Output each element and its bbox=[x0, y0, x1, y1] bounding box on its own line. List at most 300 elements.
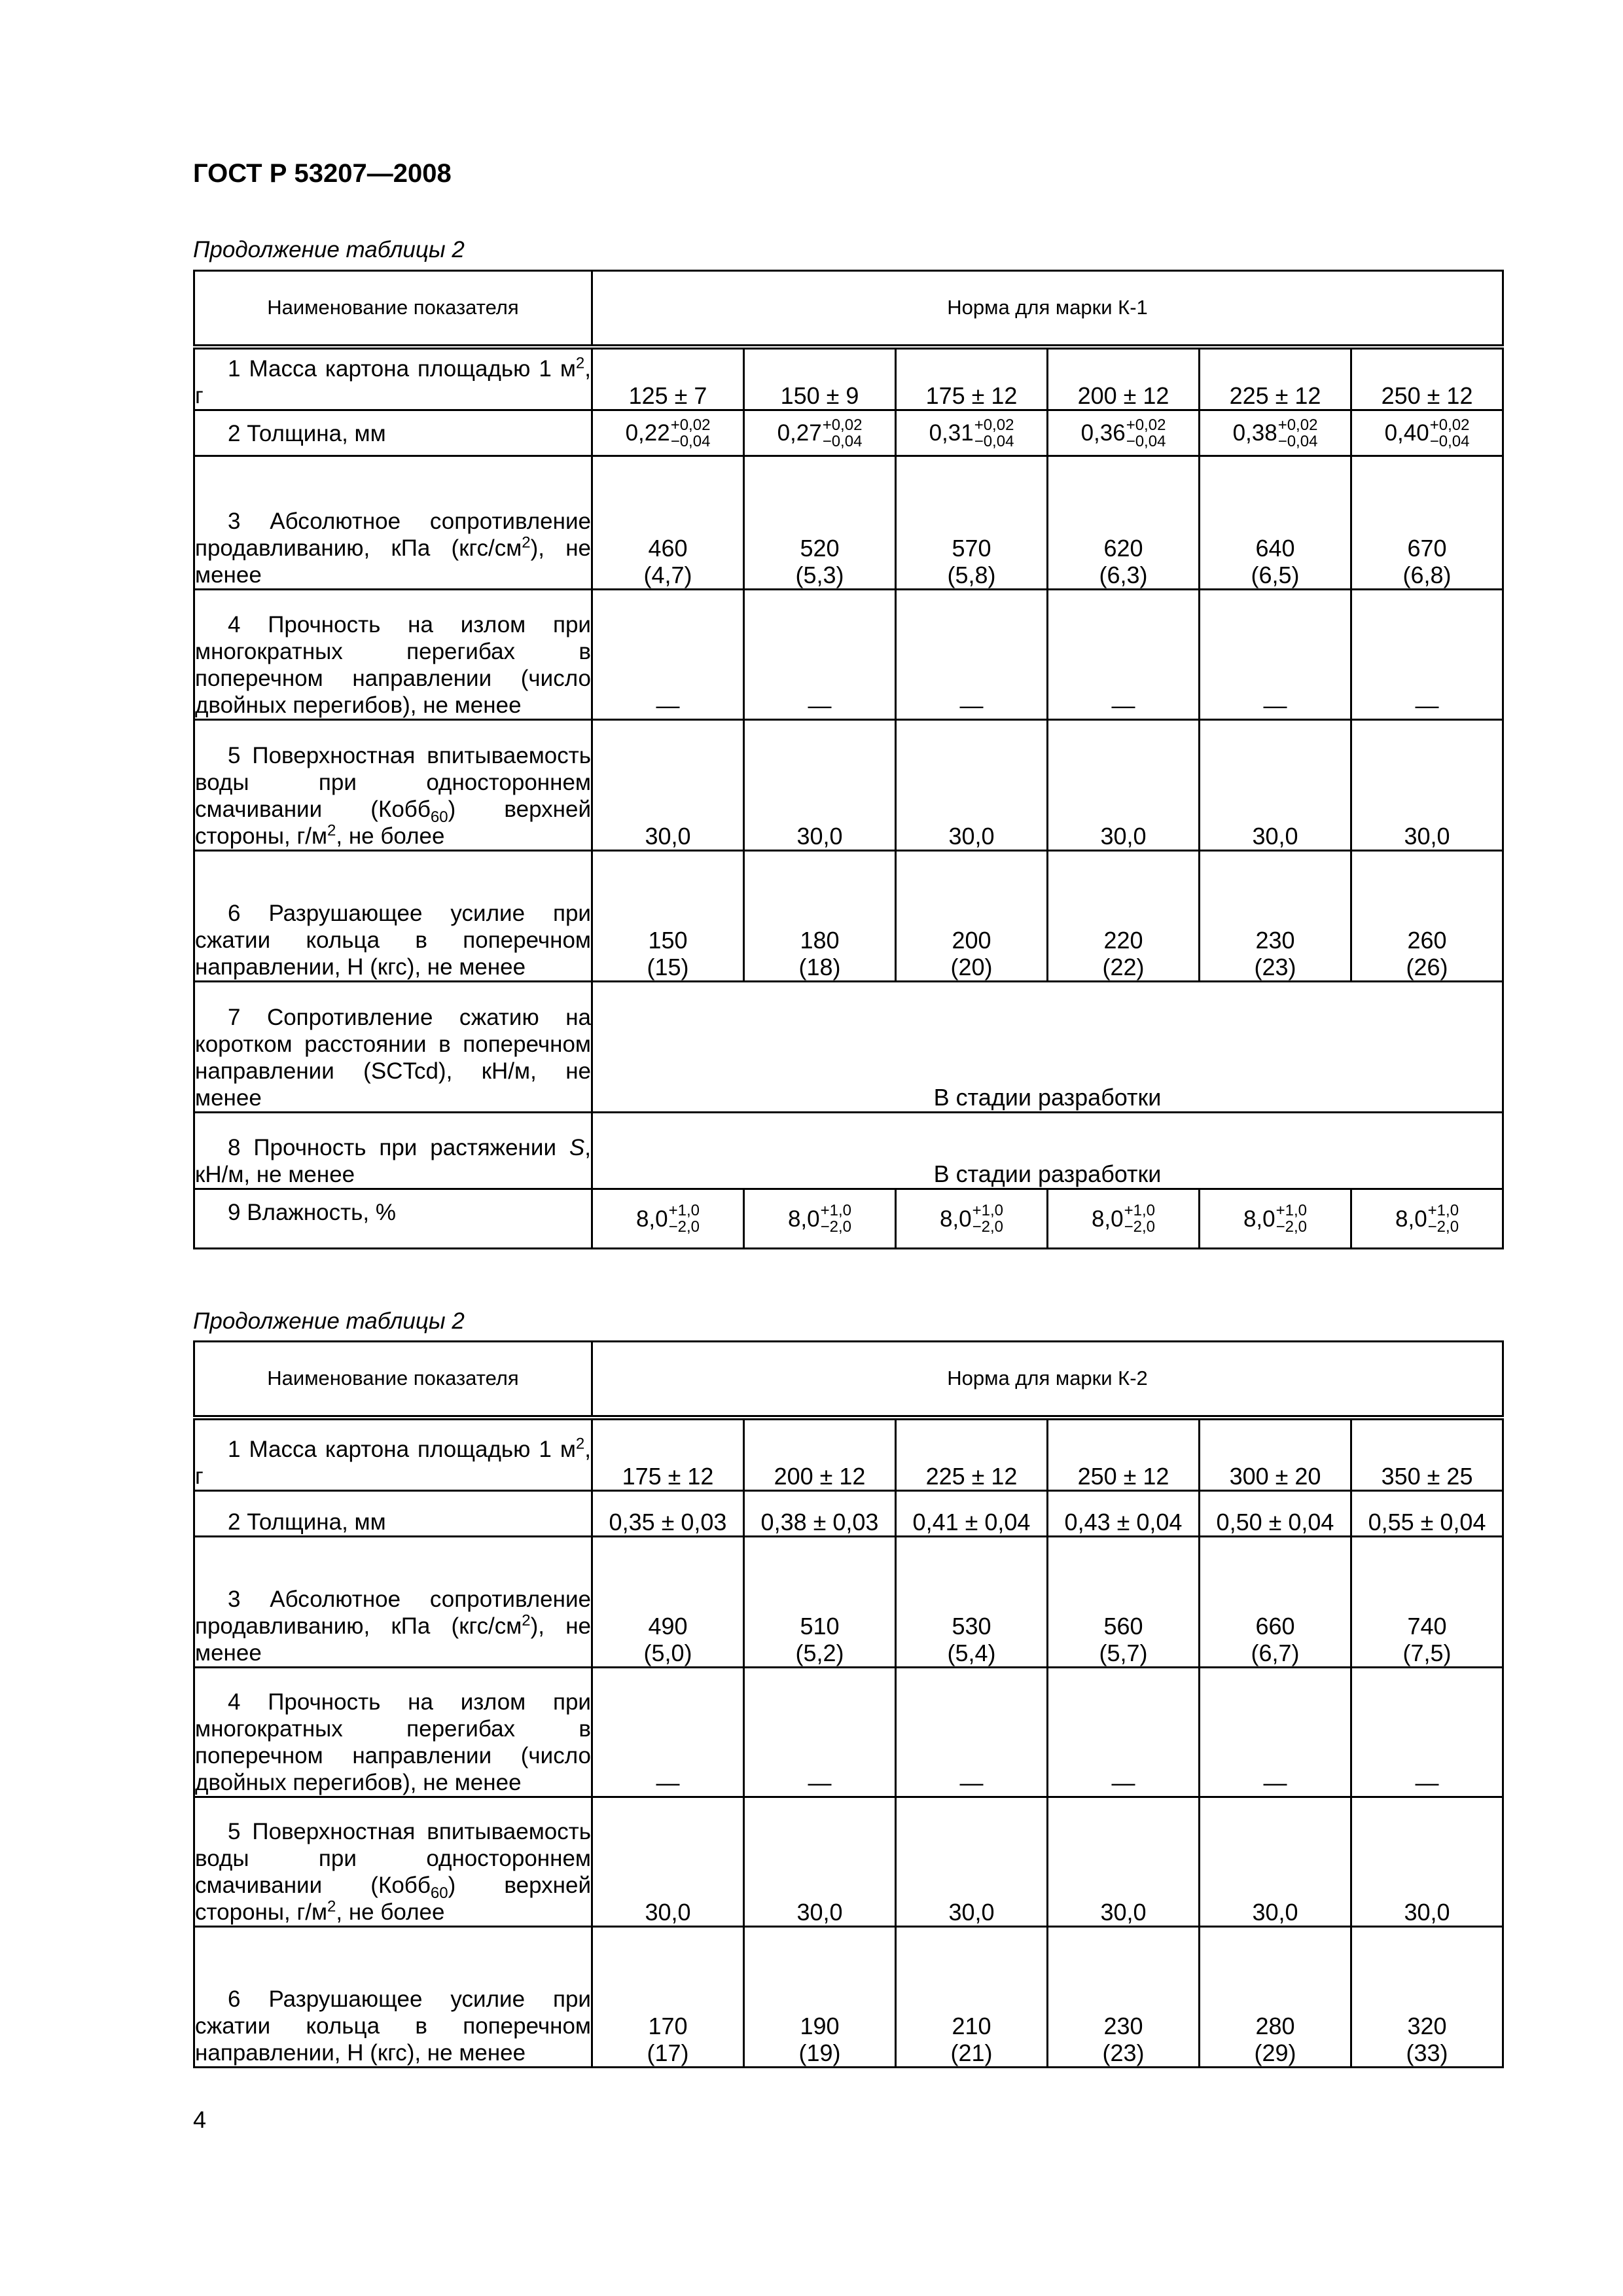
value-cell bbox=[1200, 1418, 1351, 1491]
row-label-part: ), не менее bbox=[195, 1613, 591, 1666]
value-primary: — bbox=[808, 692, 832, 719]
row-label-cell bbox=[194, 590, 592, 720]
tolerance-lower: −2,0 bbox=[668, 1218, 700, 1236]
value-secondary: (5,0) bbox=[643, 1640, 692, 1666]
value-cell bbox=[896, 1668, 1048, 1797]
value-primary: 280 bbox=[1255, 2013, 1295, 2039]
tolerance-base: 0,31 bbox=[929, 420, 974, 446]
row-label-part: ), не менее bbox=[195, 535, 591, 588]
value-cell bbox=[744, 1418, 896, 1491]
row-label-part: 8 Прочность при растяжении bbox=[228, 1135, 569, 1160]
table-caption: Продолжение таблицы 2 bbox=[193, 1308, 465, 1334]
value-cell bbox=[896, 1537, 1048, 1668]
value-cell bbox=[744, 851, 896, 982]
value-cell bbox=[1200, 456, 1351, 590]
value-cell bbox=[896, 1418, 1048, 1491]
norm-table-k2 bbox=[193, 1340, 1504, 2068]
value-cell bbox=[744, 1668, 896, 1797]
value-cell bbox=[1351, 1797, 1503, 1927]
row-label-cell bbox=[194, 410, 592, 456]
value-secondary: (7,5) bbox=[1402, 1640, 1452, 1666]
row-label-part: 2 bbox=[575, 354, 585, 372]
value-cell bbox=[592, 1668, 744, 1797]
value-cell bbox=[1048, 1491, 1200, 1537]
tolerance-lower: −0,04 bbox=[1277, 432, 1318, 450]
tolerance-value bbox=[1081, 417, 1166, 450]
value-primary: 225 ± 12 bbox=[925, 1463, 1018, 1490]
table-row bbox=[194, 1491, 1503, 1537]
value-cell bbox=[1048, 1927, 1200, 2068]
row-label-part: , г bbox=[195, 1437, 591, 1489]
tolerance-value bbox=[777, 417, 863, 450]
value-primary: 180 bbox=[800, 927, 840, 954]
value-primary: 190 bbox=[800, 2013, 840, 2039]
value-cell bbox=[896, 1797, 1048, 1927]
value-secondary: (5,3) bbox=[795, 562, 844, 588]
value-primary: 30,0 bbox=[796, 823, 843, 850]
value-primary: 30,0 bbox=[948, 823, 995, 850]
value-secondary: (6,8) bbox=[1402, 562, 1452, 588]
header-norm: Норма для марки К-1 bbox=[592, 271, 1503, 347]
row-label: 4 Прочность на излом при многократных перегибах в поперечном направлении (число двойных перегибов), не менее bbox=[195, 612, 591, 718]
value-secondary: (4,7) bbox=[643, 562, 692, 588]
value-cell bbox=[896, 456, 1048, 590]
table-header-row bbox=[194, 1342, 1503, 1418]
value-cell bbox=[1200, 1537, 1351, 1668]
value-primary: 30,0 bbox=[1252, 823, 1298, 850]
value-cell bbox=[744, 1491, 896, 1537]
value-primary: 175 ± 12 bbox=[622, 1463, 714, 1490]
value-cell bbox=[1200, 1797, 1351, 1927]
tolerance-upper: +0,02 bbox=[822, 416, 863, 434]
value-cell bbox=[1048, 1189, 1200, 1249]
tolerance-value bbox=[929, 417, 1014, 450]
value-primary: 260 bbox=[1407, 927, 1447, 954]
row-label-cell bbox=[194, 982, 592, 1113]
row-span-value: В стадии разработки bbox=[592, 982, 1503, 1113]
table-row bbox=[194, 851, 1503, 982]
table-row bbox=[194, 720, 1503, 851]
value-cell bbox=[1200, 1189, 1351, 1249]
row-label-part: 2 bbox=[327, 821, 336, 840]
value-primary: 30,0 bbox=[1404, 1899, 1450, 1926]
row-label-cell bbox=[194, 456, 592, 590]
tolerance-upper: +0,02 bbox=[974, 416, 1014, 434]
value-secondary: (5,4) bbox=[947, 1640, 996, 1666]
value-primary: 200 ± 12 bbox=[774, 1463, 866, 1490]
row-label-part: 60 bbox=[430, 808, 448, 826]
table-caption: Продолжение таблицы 2 bbox=[193, 237, 465, 262]
value-cell bbox=[1200, 851, 1351, 982]
tolerance-value bbox=[1092, 1202, 1155, 1235]
value-primary: — bbox=[1263, 692, 1287, 719]
tolerance-lower: −0,04 bbox=[822, 432, 863, 450]
row-label-cell bbox=[194, 1113, 592, 1189]
value-cell bbox=[1351, 1418, 1503, 1491]
row-label-cell bbox=[194, 347, 592, 410]
value-secondary: (22) bbox=[1102, 954, 1145, 980]
table-row bbox=[194, 1797, 1503, 1927]
value-primary: 350 ± 25 bbox=[1381, 1463, 1473, 1490]
value-cell bbox=[1351, 590, 1503, 720]
value-cell bbox=[744, 1797, 896, 1927]
row-label: 2 Толщина, мм bbox=[228, 421, 386, 446]
tolerance-upper: +0,02 bbox=[1429, 416, 1470, 434]
value-cell bbox=[1351, 1668, 1503, 1797]
value-secondary: (33) bbox=[1406, 2039, 1448, 2066]
table-row bbox=[194, 590, 1503, 720]
tolerance-base: 0,22 bbox=[625, 420, 670, 446]
tolerance-value bbox=[636, 1202, 700, 1235]
value-cell bbox=[1048, 1797, 1200, 1927]
value-primary: 230 bbox=[1255, 927, 1295, 954]
tolerance-base: 8,0 bbox=[1395, 1206, 1427, 1232]
value-cell bbox=[896, 590, 1048, 720]
value-cell bbox=[744, 456, 896, 590]
tolerance-deviations bbox=[823, 417, 863, 450]
table-row bbox=[194, 982, 1503, 1113]
value-cell bbox=[592, 1491, 744, 1537]
value-cell bbox=[896, 851, 1048, 982]
value-cell bbox=[1048, 1418, 1200, 1491]
page-number: 4 bbox=[193, 2106, 207, 2133]
value-primary: — bbox=[959, 692, 984, 719]
row-label-part: 2 bbox=[575, 1435, 585, 1453]
value-primary: 0,41 ± 0,04 bbox=[912, 1509, 1031, 1535]
row-label-cell bbox=[194, 1418, 592, 1491]
row-label: 9 Влажность, % bbox=[228, 1200, 396, 1225]
value-cell bbox=[1200, 1668, 1351, 1797]
value-primary: 150 ± 9 bbox=[780, 382, 859, 409]
row-label-part: 60 bbox=[430, 1884, 448, 1902]
value-cell bbox=[896, 1189, 1048, 1249]
row-label-cell bbox=[194, 1927, 592, 2068]
value-primary: 0,50 ± 0,04 bbox=[1216, 1509, 1334, 1535]
value-primary: — bbox=[1111, 692, 1135, 719]
table-row bbox=[194, 1113, 1503, 1189]
tolerance-lower: −0,04 bbox=[974, 432, 1014, 450]
table-row bbox=[194, 410, 1503, 456]
tolerance-value bbox=[1385, 417, 1470, 450]
value-cell bbox=[1048, 410, 1200, 456]
tolerance-value bbox=[1243, 1202, 1307, 1235]
value-primary: 640 bbox=[1255, 535, 1295, 562]
table-row bbox=[194, 347, 1503, 410]
tolerance-upper: +0,02 bbox=[1126, 416, 1166, 434]
value-primary: 200 ± 12 bbox=[1077, 382, 1169, 409]
table-row bbox=[194, 1189, 1503, 1249]
value-cell bbox=[744, 1189, 896, 1249]
row-label-cell bbox=[194, 851, 592, 982]
value-primary: 670 bbox=[1407, 535, 1447, 562]
value-primary: 250 ± 12 bbox=[1077, 1463, 1169, 1490]
value-secondary: (19) bbox=[798, 2039, 841, 2066]
value-primary: 0,55 ± 0,04 bbox=[1368, 1509, 1486, 1535]
value-cell bbox=[592, 590, 744, 720]
value-primary: 30,0 bbox=[1100, 823, 1147, 850]
value-secondary: (26) bbox=[1406, 954, 1448, 980]
value-cell bbox=[744, 1537, 896, 1668]
value-primary: 490 bbox=[648, 1613, 688, 1640]
row-label-part: S bbox=[569, 1135, 585, 1160]
value-primary: 30,0 bbox=[1404, 823, 1450, 850]
row-label-part: , кН/м, не менее bbox=[195, 1135, 591, 1187]
header-indicator: Наименование показателя bbox=[194, 271, 592, 347]
tolerance-base: 8,0 bbox=[939, 1206, 972, 1232]
document-title: ГОСТ Р 53207—2008 bbox=[193, 159, 452, 188]
value-cell bbox=[1351, 410, 1503, 456]
value-cell bbox=[592, 1927, 744, 2068]
value-secondary: (18) bbox=[798, 954, 841, 980]
value-primary: 570 bbox=[952, 535, 991, 562]
table-row bbox=[194, 1418, 1503, 1491]
value-secondary: (20) bbox=[950, 954, 993, 980]
value-secondary: (5,2) bbox=[795, 1640, 844, 1666]
row-label: 2 Толщина, мм bbox=[228, 1509, 386, 1535]
tolerance-upper: +0,02 bbox=[670, 416, 711, 434]
tolerance-value bbox=[1233, 417, 1318, 450]
value-cell bbox=[744, 347, 896, 410]
value-cell bbox=[592, 347, 744, 410]
value-primary: 0,38 ± 0,03 bbox=[760, 1509, 879, 1535]
row-label: 7 Сопротивление сжатию на коротком расстоянии в поперечном направлении (SCTcd), кН/м, не менее bbox=[195, 1005, 591, 1111]
value-cell bbox=[1351, 1927, 1503, 2068]
value-cell bbox=[592, 410, 744, 456]
value-cell bbox=[744, 1927, 896, 2068]
tolerance-lower: −2,0 bbox=[1427, 1218, 1459, 1236]
tolerance-deviations bbox=[1124, 1202, 1155, 1235]
value-primary: 0,35 ± 0,03 bbox=[609, 1509, 727, 1535]
value-primary: 30,0 bbox=[645, 823, 691, 850]
tolerance-upper: +1,0 bbox=[668, 1202, 700, 1219]
tolerance-deviations bbox=[669, 1202, 700, 1235]
value-cell bbox=[896, 720, 1048, 851]
row-label-part: 5 Поверхностная впитываемость воды при одностороннем смачивании (Кобб bbox=[195, 743, 591, 822]
tolerance-lower: −2,0 bbox=[1275, 1218, 1308, 1236]
value-cell bbox=[744, 720, 896, 851]
value-secondary: (6,3) bbox=[1099, 562, 1148, 588]
tolerance-base: 8,0 bbox=[1091, 1206, 1124, 1232]
row-label-cell bbox=[194, 1797, 592, 1927]
tolerance-value bbox=[940, 1202, 1003, 1235]
tolerance-value bbox=[788, 1202, 851, 1235]
value-cell bbox=[1048, 456, 1200, 590]
norm-table-k1 bbox=[193, 270, 1504, 1249]
tolerance-base: 8,0 bbox=[1243, 1206, 1275, 1232]
value-primary: 460 bbox=[648, 535, 688, 562]
value-primary: 30,0 bbox=[645, 1899, 691, 1926]
value-secondary: (23) bbox=[1102, 2039, 1145, 2066]
value-cell bbox=[592, 851, 744, 982]
tolerance-lower: −0,04 bbox=[1429, 432, 1470, 450]
tolerance-base: 0,36 bbox=[1080, 420, 1126, 446]
value-cell bbox=[592, 1797, 744, 1927]
table-row bbox=[194, 1668, 1503, 1797]
row-label-cell bbox=[194, 1668, 592, 1797]
value-primary: — bbox=[959, 1769, 984, 1796]
value-primary: 30,0 bbox=[948, 1899, 995, 1926]
row-label-cell bbox=[194, 1537, 592, 1668]
value-cell bbox=[896, 410, 1048, 456]
value-primary: 30,0 bbox=[1100, 1899, 1147, 1926]
value-primary: 220 bbox=[1103, 927, 1143, 954]
row-label-part: 1 Масса картона площадью 1 м bbox=[228, 356, 576, 382]
value-primary: — bbox=[1415, 1769, 1439, 1796]
row-label: 6 Разрушающее усилие при сжатии кольца в поперечном направлении, Н (кгс), не менее bbox=[195, 901, 591, 980]
header-norm: Норма для марки К-2 bbox=[592, 1342, 1503, 1418]
value-cell bbox=[1048, 347, 1200, 410]
row-label-cell bbox=[194, 720, 592, 851]
value-cell bbox=[1351, 720, 1503, 851]
value-primary: 225 ± 12 bbox=[1229, 382, 1321, 409]
tolerance-upper: +0,02 bbox=[1277, 416, 1318, 434]
value-cell bbox=[592, 1537, 744, 1668]
tolerance-lower: −2,0 bbox=[1124, 1218, 1156, 1236]
row-label-part: , не более bbox=[336, 823, 445, 849]
table-header-row bbox=[194, 271, 1503, 347]
value-cell bbox=[1351, 851, 1503, 982]
value-cell bbox=[592, 456, 744, 590]
value-primary: 150 bbox=[648, 927, 688, 954]
value-primary: 320 bbox=[1407, 2013, 1447, 2039]
value-cell bbox=[1200, 720, 1351, 851]
row-label-part: 2 bbox=[327, 1897, 336, 1916]
value-secondary: (17) bbox=[647, 2039, 689, 2066]
tolerance-upper: +1,0 bbox=[1275, 1202, 1308, 1219]
value-primary: 0,43 ± 0,04 bbox=[1064, 1509, 1183, 1535]
value-primary: 250 ± 12 bbox=[1381, 382, 1473, 409]
value-cell bbox=[592, 720, 744, 851]
value-primary: 230 bbox=[1103, 2013, 1143, 2039]
value-primary: 560 bbox=[1103, 1613, 1143, 1640]
value-cell bbox=[744, 590, 896, 720]
row-label: 4 Прочность на излом при многократных перегибах в поперечном направлении (число двойных перегибов), не менее bbox=[195, 1689, 591, 1795]
tolerance-deviations bbox=[671, 417, 711, 450]
value-primary: 210 bbox=[952, 2013, 991, 2039]
row-label-part: ) верхней стороны, г/м bbox=[195, 1873, 592, 1925]
tolerance-base: 0,27 bbox=[777, 420, 822, 446]
value-primary: 30,0 bbox=[796, 1899, 843, 1926]
tolerance-upper: +1,0 bbox=[1124, 1202, 1156, 1219]
tolerance-deviations bbox=[1428, 1202, 1459, 1235]
table-row bbox=[194, 1927, 1503, 2068]
value-secondary: (21) bbox=[950, 2039, 993, 2066]
value-cell bbox=[1048, 1668, 1200, 1797]
tolerance-deviations bbox=[1278, 417, 1318, 450]
tolerance-deviations bbox=[1430, 417, 1470, 450]
tolerance-lower: −0,04 bbox=[670, 432, 711, 450]
value-primary: 300 ± 20 bbox=[1229, 1463, 1321, 1490]
value-cell bbox=[1200, 1491, 1351, 1537]
tolerance-deviations bbox=[972, 1202, 1003, 1235]
value-primary: — bbox=[1263, 1769, 1287, 1796]
value-cell bbox=[1351, 347, 1503, 410]
value-cell bbox=[592, 1189, 744, 1249]
value-cell bbox=[592, 1418, 744, 1491]
value-cell bbox=[1351, 1189, 1503, 1249]
value-secondary: (29) bbox=[1254, 2039, 1296, 2066]
value-cell bbox=[1048, 1537, 1200, 1668]
value-secondary: (6,7) bbox=[1251, 1640, 1300, 1666]
value-primary: 510 bbox=[800, 1613, 840, 1640]
value-cell bbox=[1200, 347, 1351, 410]
value-primary: — bbox=[656, 692, 680, 719]
row-label-part: 3 Абсолютное сопротивление продавливанию, кПа (кгс/см bbox=[195, 1587, 591, 1639]
table-row bbox=[194, 456, 1503, 590]
tolerance-upper: +1,0 bbox=[972, 1202, 1004, 1219]
row-label: 6 Разрушающее усилие при сжатии кольца в поперечном направлении, Н (кгс), не менее bbox=[195, 1986, 591, 2066]
value-primary: 125 ± 7 bbox=[628, 382, 707, 409]
tolerance-base: 0,38 bbox=[1232, 420, 1277, 446]
row-label-part: , не более bbox=[336, 1899, 445, 1925]
value-primary: 620 bbox=[1103, 535, 1143, 562]
row-label-part: , г bbox=[195, 356, 591, 408]
value-primary: — bbox=[808, 1769, 832, 1796]
value-secondary: (6,5) bbox=[1251, 562, 1300, 588]
value-cell bbox=[1351, 1537, 1503, 1668]
value-primary: 530 bbox=[952, 1613, 991, 1640]
value-cell bbox=[1048, 590, 1200, 720]
value-primary: 660 bbox=[1255, 1613, 1295, 1640]
tolerance-value bbox=[626, 417, 711, 450]
row-label-part: 2 bbox=[522, 1611, 531, 1630]
tolerance-deviations bbox=[821, 1202, 851, 1235]
tolerance-lower: −2,0 bbox=[972, 1218, 1004, 1236]
value-primary: 740 bbox=[1407, 1613, 1447, 1640]
value-cell bbox=[896, 1491, 1048, 1537]
value-primary: 30,0 bbox=[1252, 1899, 1298, 1926]
row-label-cell bbox=[194, 1189, 592, 1249]
value-primary: — bbox=[1415, 692, 1439, 719]
value-cell bbox=[896, 347, 1048, 410]
row-label-part: 5 Поверхностная впитываемость воды при одностороннем смачивании (Кобб bbox=[195, 1819, 591, 1898]
value-secondary: (23) bbox=[1254, 954, 1296, 980]
value-cell bbox=[1200, 410, 1351, 456]
value-primary: 200 bbox=[952, 927, 991, 954]
tolerance-deviations bbox=[1276, 1202, 1307, 1235]
row-label-part: 2 bbox=[522, 533, 531, 552]
tolerance-deviations bbox=[974, 417, 1014, 450]
value-cell bbox=[1351, 1491, 1503, 1537]
value-secondary: (5,7) bbox=[1099, 1640, 1148, 1666]
tolerance-value bbox=[1395, 1202, 1459, 1235]
header-indicator: Наименование показателя bbox=[194, 1342, 592, 1418]
row-label-part: 3 Абсолютное сопротивление продавливанию, кПа (кгс/см bbox=[195, 509, 591, 561]
value-primary: — bbox=[1111, 1769, 1135, 1796]
value-primary: 170 bbox=[648, 2013, 688, 2039]
value-primary: 520 bbox=[800, 535, 840, 562]
value-cell bbox=[1048, 851, 1200, 982]
tolerance-lower: −0,04 bbox=[1126, 432, 1166, 450]
row-label-part: ) верхней стороны, г/м bbox=[195, 797, 592, 849]
value-primary: — bbox=[656, 1769, 680, 1796]
value-secondary: (5,8) bbox=[947, 562, 996, 588]
value-secondary: (15) bbox=[647, 954, 689, 980]
tolerance-base: 8,0 bbox=[787, 1206, 820, 1232]
tolerance-upper: +1,0 bbox=[1427, 1202, 1459, 1219]
value-cell bbox=[1048, 720, 1200, 851]
tolerance-deviations bbox=[1126, 417, 1166, 450]
tolerance-base: 0,40 bbox=[1384, 420, 1429, 446]
tolerance-base: 8,0 bbox=[635, 1206, 668, 1232]
tolerance-lower: −2,0 bbox=[820, 1218, 852, 1236]
tolerance-upper: +1,0 bbox=[820, 1202, 852, 1219]
value-cell bbox=[744, 410, 896, 456]
value-cell bbox=[1200, 1927, 1351, 2068]
row-label-cell bbox=[194, 1491, 592, 1537]
value-cell bbox=[1200, 590, 1351, 720]
value-cell bbox=[896, 1927, 1048, 2068]
